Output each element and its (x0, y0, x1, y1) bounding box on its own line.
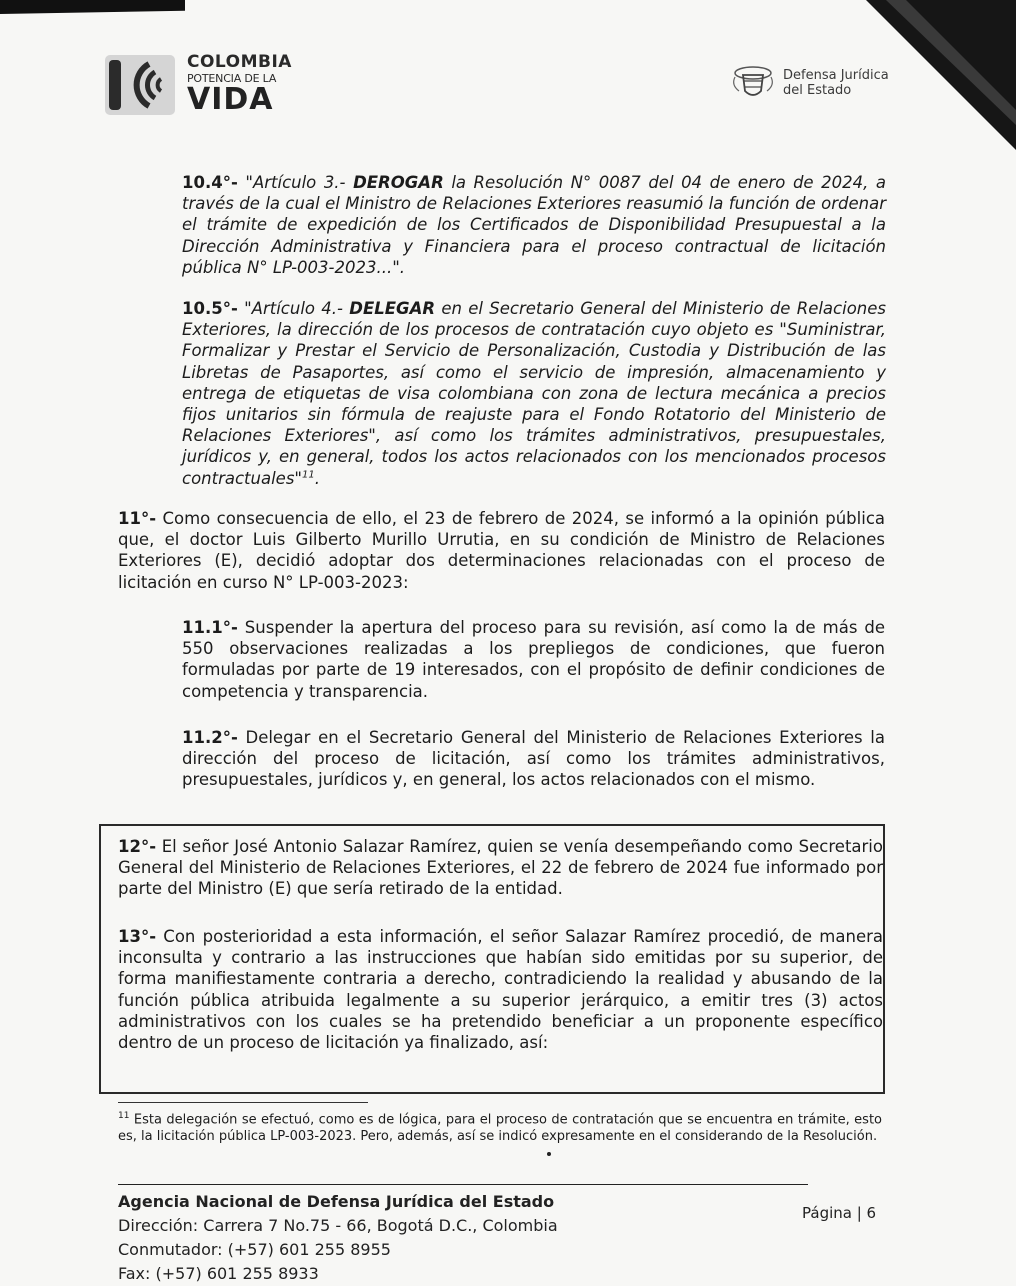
coat-of-arms-icon (729, 63, 777, 103)
logo-defensa-line1: Defensa Jurídica (783, 68, 889, 83)
paragraph-number: 11.1°- (182, 618, 238, 637)
paragraph-number: 13°- (118, 927, 157, 946)
paragraph-12: 12°- El señor José Antonio Salazar Ramírez, quien se venía desempeñando como Secretario General del Ministerio de Relaciones Exteriores, el 22 de febrero de 2024 fue informado por parte del Ministro (E) que sería retirado de la entidad. (118, 837, 883, 899)
logo-defensa-line2: del Estado (783, 83, 852, 98)
paragraph-number: 11.2°- (182, 728, 238, 747)
footnote-mark: 11 (118, 1111, 130, 1121)
paragraph-number: 10.5°- (182, 299, 238, 318)
footer-contact (118, 1190, 558, 1286)
footer-phone: Conmutador: (+57) 601 255 8955 (118, 1240, 391, 1259)
colombia-logo-icon (103, 52, 179, 118)
footnote-reference[interactable]: 11 (302, 469, 315, 481)
paragraph-10-5: 10.5°- "Artículo 4.- DELEGAR en el Secretario General del Ministerio de Relaciones Exteriores, la dirección de los procesos de contratación cuyo objeto es "Suministrar, Formalizar y Prestar el Servicio de Personalización, Custodia y Distribución de las Libretas de Pasaportes, así como el servicio de impresión, almacenamiento y entrega de etiquetas de visa colombiana con zona de lectura mecánica a precios fijos unitarios sin fórmula de reajuste para el Fondo Rotatorio del Ministerio de Relaciones Exteriores", así como los trámites administrativos, presupuestales, jurídicos y, en general, todos los actos relacionados con los mencionados procesos contractuales"$^{11}$. (182, 299, 886, 488)
paragraph-number: 12°- (118, 837, 157, 856)
logo-line-colombia: COLOMBIA (187, 52, 292, 72)
paragraph-11-1: 11.1°- Suspender la apertura del proceso para su revisión, así como la de más de 550 observaciones realizadas a los prepliegos de condiciones, que fueron formuladas por parte de 19 interesados, con el propósito de definir condiciones de competencia y transparencia. (182, 618, 885, 701)
colombia-potencia-de-la-vida-logo (103, 52, 292, 118)
footer-agency: Agencia Nacional de Defensa Jurídica del Estado (118, 1192, 555, 1211)
paragraph-11: 11°- Como consecuencia de ello, el 23 de febrero de 2024, se informó a la opinión pública que, el doctor Luis Gilberto Murillo Urrutia, en su condición de Ministro de Relaciones Exteriores (E), decidió adoptar dos determinaciones relacionadas con el proceso de licitación en curso N° LP-003-2023: (118, 509, 885, 592)
paragraph-10-4: 10.4°- "Artículo 3.- DEROGAR la Resolución N° 0087 del 04 de enero de 2024, a través de la cual el Ministro de Relaciones Exteriores reasumió la función de ordenar el trámite de expedición de los Certificados de Disponibilidad Presupuestal a la Dirección Administrativa y Financiera para el proceso contractual de licitación pública N° LP-003-2023...". (182, 173, 886, 277)
defensa-juridica-logo (729, 63, 889, 103)
footer-separator (118, 1184, 808, 1185)
scan-shadow-top-left (0, 0, 185, 14)
paragraph-number: 10.4°- (182, 173, 238, 192)
footnote-separator (118, 1102, 368, 1103)
paragraph-number: 11°- (118, 509, 157, 528)
logo-line-potencia: POTENCIA DE LA (187, 72, 277, 85)
scan-speck (547, 1152, 551, 1156)
page-number: Página | 6 (802, 1204, 877, 1222)
logo-line-vida: VIDA (187, 82, 274, 117)
footer-address: Dirección: Carrera 7 No.75 - 66, Bogotá D.C., Colombia (118, 1216, 558, 1235)
footer-fax: Fax: (+57) 601 255 8933 (118, 1264, 319, 1283)
paragraph-13: 13°- Con posterioridad a esta información, el señor Salazar Ramírez procedió, de manera inconsulta y contrario a las instrucciones que habían sido emitidas por su superior, de forma manifiestamente contraria a derecho, contradiciendo la realidad y abusando de la función pública atribuida legalmente a su superior jerárquico, a emitir tres (3) actos administrativos con los cuales se ha pretendido beneficiar a un proponente específico dentro de un proceso de licitación ya finalizado, así: (118, 927, 883, 1053)
paragraph-11-2: 11.2°- Delegar en el Secretario General del Ministerio de Relaciones Exteriores la dirección del proceso de licitación, así como los trámites administrativos, presupuestales, jurídicos y, en general, los actos relacionados con el mismo. (182, 728, 885, 790)
footnote-11: $^{11}$ Esta delegación se efectuó, como es de lógica, para el proceso de contratación que se encuentra en trámite, esto es, la licitación pública LP-003-2023. Pero, además, así se indicó expresamente en el considerando de la Resolución. (118, 1111, 882, 1145)
